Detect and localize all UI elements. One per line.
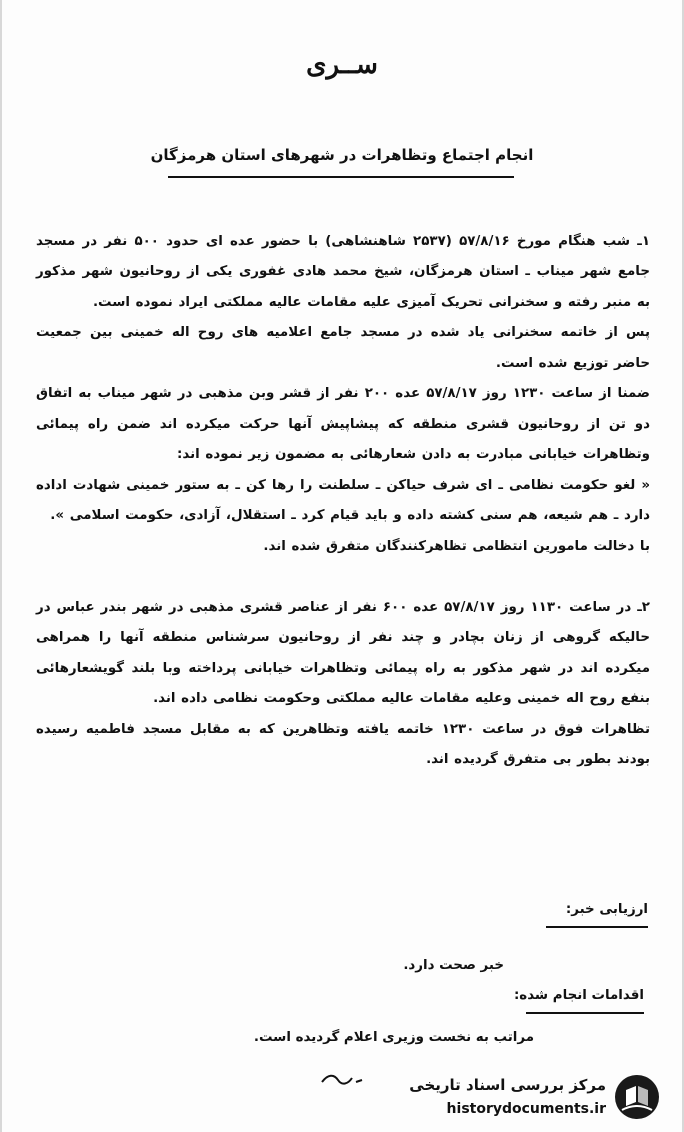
actions-label: اقدامات انجام شده: [513,988,644,1003]
watermark-logo [400,1068,670,1128]
watermark-site-url: historydocuments.ir [446,1101,606,1117]
handwritten-signature [318,1068,368,1092]
paragraph-2: ۲ـ در ساعت ۱۱۳۰ روز ۵۷/۸/۱۷ عده ۶۰۰ نفر از عناصر قشری مذهبی در شهر بندر عباس در حالیکه گروهی از زنان بچادر و چند نفر از روحانیون سرشناس منطقه آنها را همراهی میکرده اند در شهر مذکور به راه پیمائی وتظاهرات خیابانی پرداخته وبا بلند گویشعارهائی بنفع روح اله خمینی وعلیه مقامات عالیه مملکتی وحکومت نظامی داده اند. تظاهرات فوق در ساعت ۱۲۳۰ خاتمه یافته وتظاهرین که به مقابل مسجد فاطمیه رسیده بودند بطور بی متفرق گردیده اند. [36,599,650,767]
heading-underline [168,176,514,178]
left-scan-edge [0,0,2,1132]
actions-underline [526,1012,644,1014]
classification-stamp: ســری [306,50,378,80]
paragraph-1: ۱ـ شب هنگام مورخ ۵۷/۸/۱۶ (۲۵۳۷ شاهنشاهی) با حضور عده ای حدود ۵۰۰ نفر در مسجد جامع شهر میناب ـ استان هرمزگان، شیخ محمد هادی غفوری یکی از روحانیون شهر مذکور به منبر رفته و سخنرانی تحریک آمیزی علیه مقامات عالیه مملکتی ایراد نموده است. پس از خاتمه سخنرانی یاد شده در مسجد جامع اعلامیه های روح اله خمینی بین جمعیت حاضر توزیع شده است. ضمنا از ساعت ۱۲۳۰ روز ۵۷/۸/۱۷ عده ۲۰۰ نفر از قشر وبن مذهبی در شهر میناب به اتفاق دو تن از روحانیون قشری منطقه که پیشاپیش آنها حرکت میکرده اند ضمن راه پیمائی وتظاهرات خیابانی مبادرت به دادن شعارهائی به مضمون زیر نموده اند: « لغو حکومت نظامی ـ ای شرف حیاکن ـ سلطنت را رها کن ـ به ستور خمینی شهادت اداده دارد ـ هم شیعه، هم سنی کشته داده و باید قیام کرد ـ استقلال، آزادی، حکومت اسلامی ». با دخالت مامورین انتظامی تظاهرکنندگان متفرق شده اند. [36,233,650,554]
final-note: مراتب به نخست وزیری اعلام گردیده است. [253,1030,534,1045]
document-heading: انجام اجتماع وتظاهرات در شهرهای استان هرمزگان [150,146,534,164]
archive-logo-icon [612,1072,662,1122]
assessment-underline [546,926,648,928]
document-body [36,196,650,806]
watermark-site-name: مرکز بررسی اسناد تاریخی [409,1076,606,1094]
assessment-label: ارزیابی خبر: [565,902,648,917]
validity-text: خبر صحت دارد. [403,958,504,973]
